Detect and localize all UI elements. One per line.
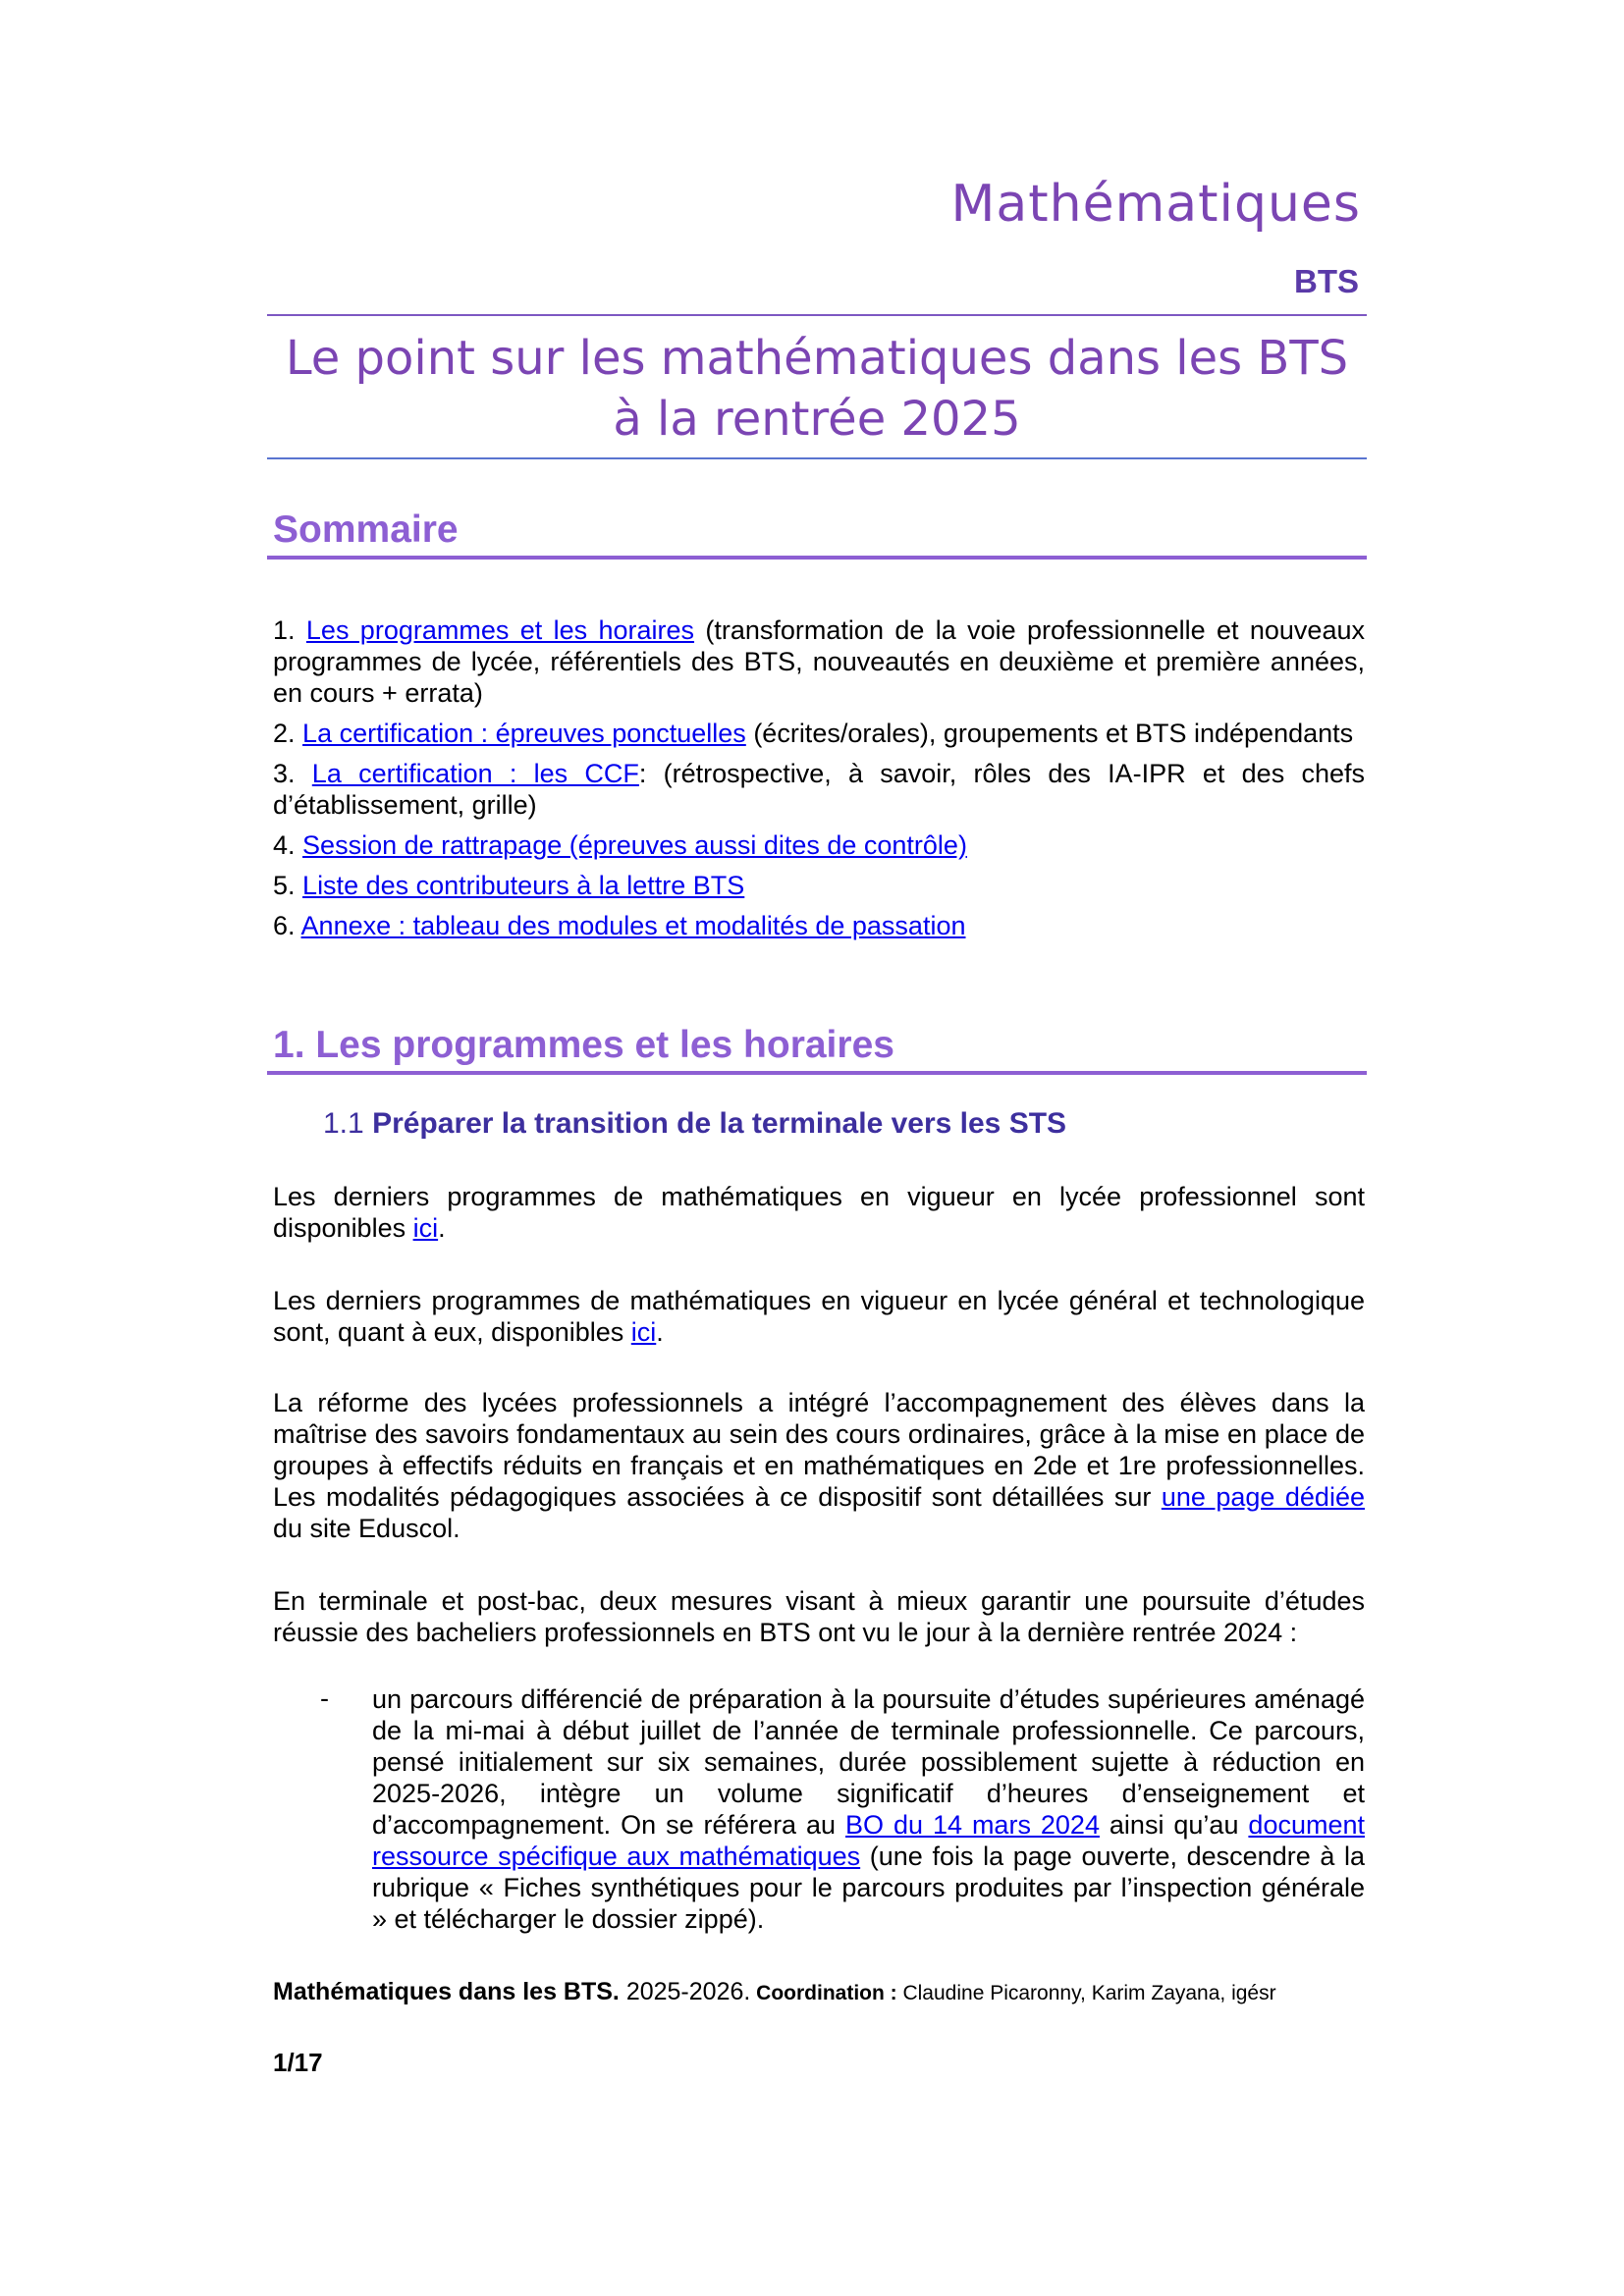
level-label: BTS xyxy=(1294,263,1359,299)
paragraph-lp-programmes xyxy=(273,1181,1365,1244)
footer-doc-title: Mathématiques dans les BTS. xyxy=(273,1978,620,2005)
bullet-text: ainsi qu’au xyxy=(1099,1810,1249,1840)
toc-item-4 xyxy=(273,829,1365,861)
toc-item-number: 4. xyxy=(273,830,296,860)
title-line-1: Le point sur les mathématiques dans les BTS xyxy=(285,331,1349,386)
toc-item-6 xyxy=(273,910,1365,941)
toc-item-3 xyxy=(273,758,1365,821)
toc-item-number: 1. xyxy=(273,615,296,645)
toc-item-desc: (transformation de la voie professionnelle et nouveaux programmes de lycée, référentiels des BTS, nouveautés en deuxième et première années, en cours + errata) xyxy=(273,615,1365,708)
paragraph-end: . xyxy=(656,1317,664,1347)
paragraph-mesures xyxy=(273,1585,1365,1648)
bullet-parcours xyxy=(372,1683,1365,1935)
toc-item-number: 2. xyxy=(273,719,296,748)
bullet-text: un parcours différencié de préparation à la poursuite d’études supérieures aménagé de la mi-mai à début juillet de l’année de terminale professionnelle. Ce parcours, pensé initialement sur six semaines, durée possiblement sujette à réduction en 2025-2026, intègre un volume significatif d’heures d’enseignement et d’accompagnement. On se référera au xyxy=(372,1684,1365,1840)
link-ici-lp[interactable]: ici xyxy=(412,1213,439,1243)
subject-title: Mathématiques xyxy=(950,175,1361,234)
toc-item-number: 5. xyxy=(273,871,296,900)
footer-coord-names: Claudine Picaronny, Karim Zayana, igésr xyxy=(896,1982,1276,2004)
summary-divider xyxy=(267,556,1367,560)
paragraph-end: . xyxy=(438,1213,446,1243)
bullet-marker: - xyxy=(320,1683,329,1713)
toc-item-1 xyxy=(273,614,1365,709)
paragraph-end: du site Eduscol. xyxy=(273,1514,460,1543)
table-of-contents xyxy=(273,614,1365,950)
toc-link-programmes[interactable]: Les programmes et les horaires xyxy=(305,615,695,645)
title-divider xyxy=(267,457,1367,459)
section-1-heading: 1. Les programmes et les horaires xyxy=(273,1024,894,1066)
toc-item-2 xyxy=(273,718,1365,749)
paragraph-text: En terminale et post-bac, deux mesures visant à mieux garantir une poursuite d’études réussie des bacheliers professionnels en BTS ont vu le jour à la dernière rentrée 2024 : xyxy=(273,1586,1365,1647)
toc-item-number: 3. xyxy=(273,759,296,788)
link-document-ressource[interactable]: document ressource spécifique aux mathématiques xyxy=(372,1810,1365,1871)
footer-year: 2025-2026. xyxy=(619,1978,751,2005)
toc-item-desc: (écrites/orales), groupements et BTS indépendants xyxy=(745,719,1354,748)
page-footer xyxy=(273,1978,1276,2006)
summary-heading: Sommaire xyxy=(273,508,459,551)
toc-link-contributeurs[interactable]: Liste des contributeurs à la lettre BTS xyxy=(302,871,745,900)
subsection-number: 1.1 xyxy=(323,1107,364,1140)
link-bo-14-mars[interactable]: BO du 14 mars 2024 xyxy=(845,1810,1100,1840)
toc-item-5 xyxy=(273,870,1365,901)
title-line-2: à la rentrée 2025 xyxy=(613,392,1021,447)
toc-link-rattrapage[interactable]: Session de rattrapage (épreuves aussi dites de contrôle) xyxy=(302,830,967,860)
paragraph-text: Les derniers programmes de mathématiques en vigueur en lycée général et technologique sont, quant à eux, disponibles xyxy=(273,1286,1365,1347)
subsection-1-1-heading xyxy=(323,1107,1066,1141)
footer-coord-label: Coordination : xyxy=(750,1982,897,2004)
link-ici-lgt[interactable]: ici xyxy=(630,1317,657,1347)
bullet-text: (une fois la page ouverte, descendre à la rubrique « Fiches synthétiques pour le parcours produites par l’inspection générale » et télécharger le dossier zippé). xyxy=(372,1842,1366,1934)
paragraph-text: Les derniers programmes de mathématiques en vigueur en lycée professionnel sont disponibles xyxy=(273,1182,1365,1243)
toc-link-certification-ponctuelles[interactable]: La certification : épreuves ponctuelles xyxy=(302,719,746,748)
page-number: 1/17 xyxy=(273,2048,323,2077)
toc-item-number: 6. xyxy=(273,911,296,940)
link-page-dediee[interactable]: une page dédiée xyxy=(1161,1482,1365,1512)
toc-link-annexe[interactable]: Annexe : tableau des modules et modalités de passation xyxy=(300,911,966,940)
subsection-title: Préparer la transition de la terminale vers les STS xyxy=(372,1107,1067,1140)
paragraph-lgt-programmes xyxy=(273,1285,1365,1348)
paragraph-reforme xyxy=(273,1387,1365,1544)
toc-item-desc: : (rétrospective, à savoir, rôles des IA-IPR et des chefs d’établissement, grille) xyxy=(273,759,1365,820)
toc-link-certification-ccf[interactable]: La certification : les CCF xyxy=(311,759,639,788)
header-divider xyxy=(267,314,1367,316)
page-title xyxy=(267,328,1367,450)
section-1-divider xyxy=(267,1071,1367,1075)
paragraph-text: La réforme des lycées professionnels a intégré l’accompagnement des élèves dans la maîtrise des savoirs fondamentaux au sein des cours ordinaires, grâce à la mise en place de groupes à effectifs réduits en français et en mathématiques en 2de et 1re professionnelles. Les modalités pédagogiques associées à ce dispositif sont détaillées sur xyxy=(273,1388,1365,1512)
